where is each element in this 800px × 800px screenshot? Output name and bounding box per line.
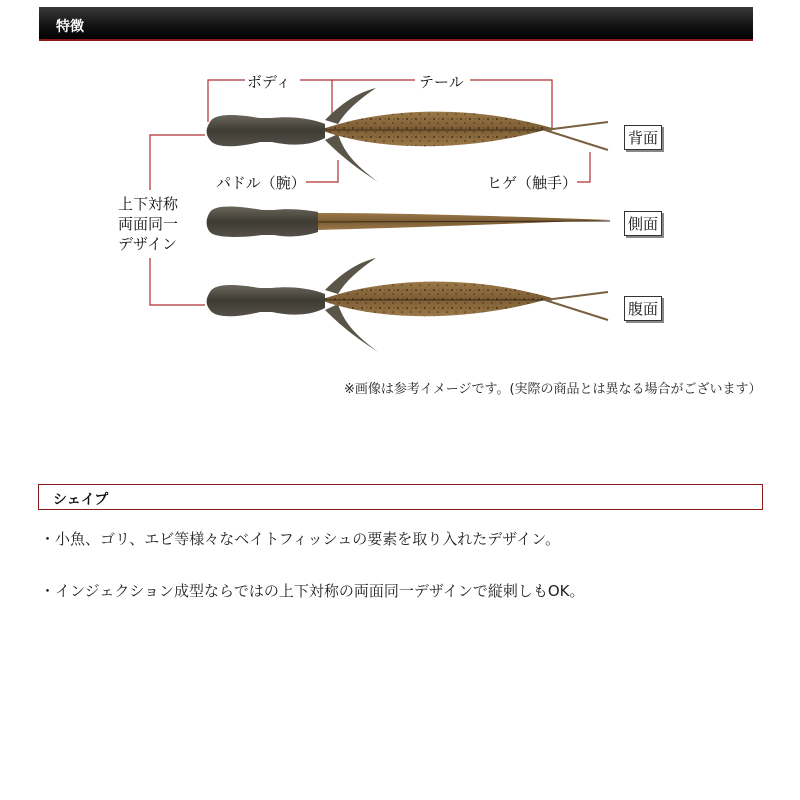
label-body: ボディ bbox=[247, 73, 291, 91]
lure-belly-view bbox=[207, 258, 608, 352]
label-tail: テール bbox=[419, 73, 464, 91]
view-tag-side: 側面 bbox=[624, 211, 662, 236]
label-paddle: パドル（腕） bbox=[216, 174, 306, 192]
view-tag-back: 背面 bbox=[624, 125, 662, 150]
lure-back-view bbox=[207, 88, 608, 182]
section-title: シェイプ bbox=[53, 492, 109, 508]
bullet-item: ・小魚、ゴリ、エビ等様々なベイトフィッシュの要素を取り入れたデザイン。 bbox=[40, 530, 561, 548]
label-symmetric: 上下対称 両面同一 デザイン bbox=[118, 195, 179, 253]
view-tag-belly: 腹面 bbox=[624, 296, 662, 321]
bullet-item: ・インジェクション成型ならではの上下対称の両面同一デザインで縦刺しもOK。 bbox=[40, 582, 585, 600]
image-disclaimer: ※画像は参考イメージです。(実際の商品とは異なる場合がございます） bbox=[344, 382, 762, 397]
header-title: 特徴 bbox=[56, 19, 84, 35]
label-whisker: ヒゲ（触手） bbox=[487, 174, 578, 192]
section-header-shape bbox=[38, 484, 763, 510]
lure-side-view bbox=[207, 207, 610, 237]
